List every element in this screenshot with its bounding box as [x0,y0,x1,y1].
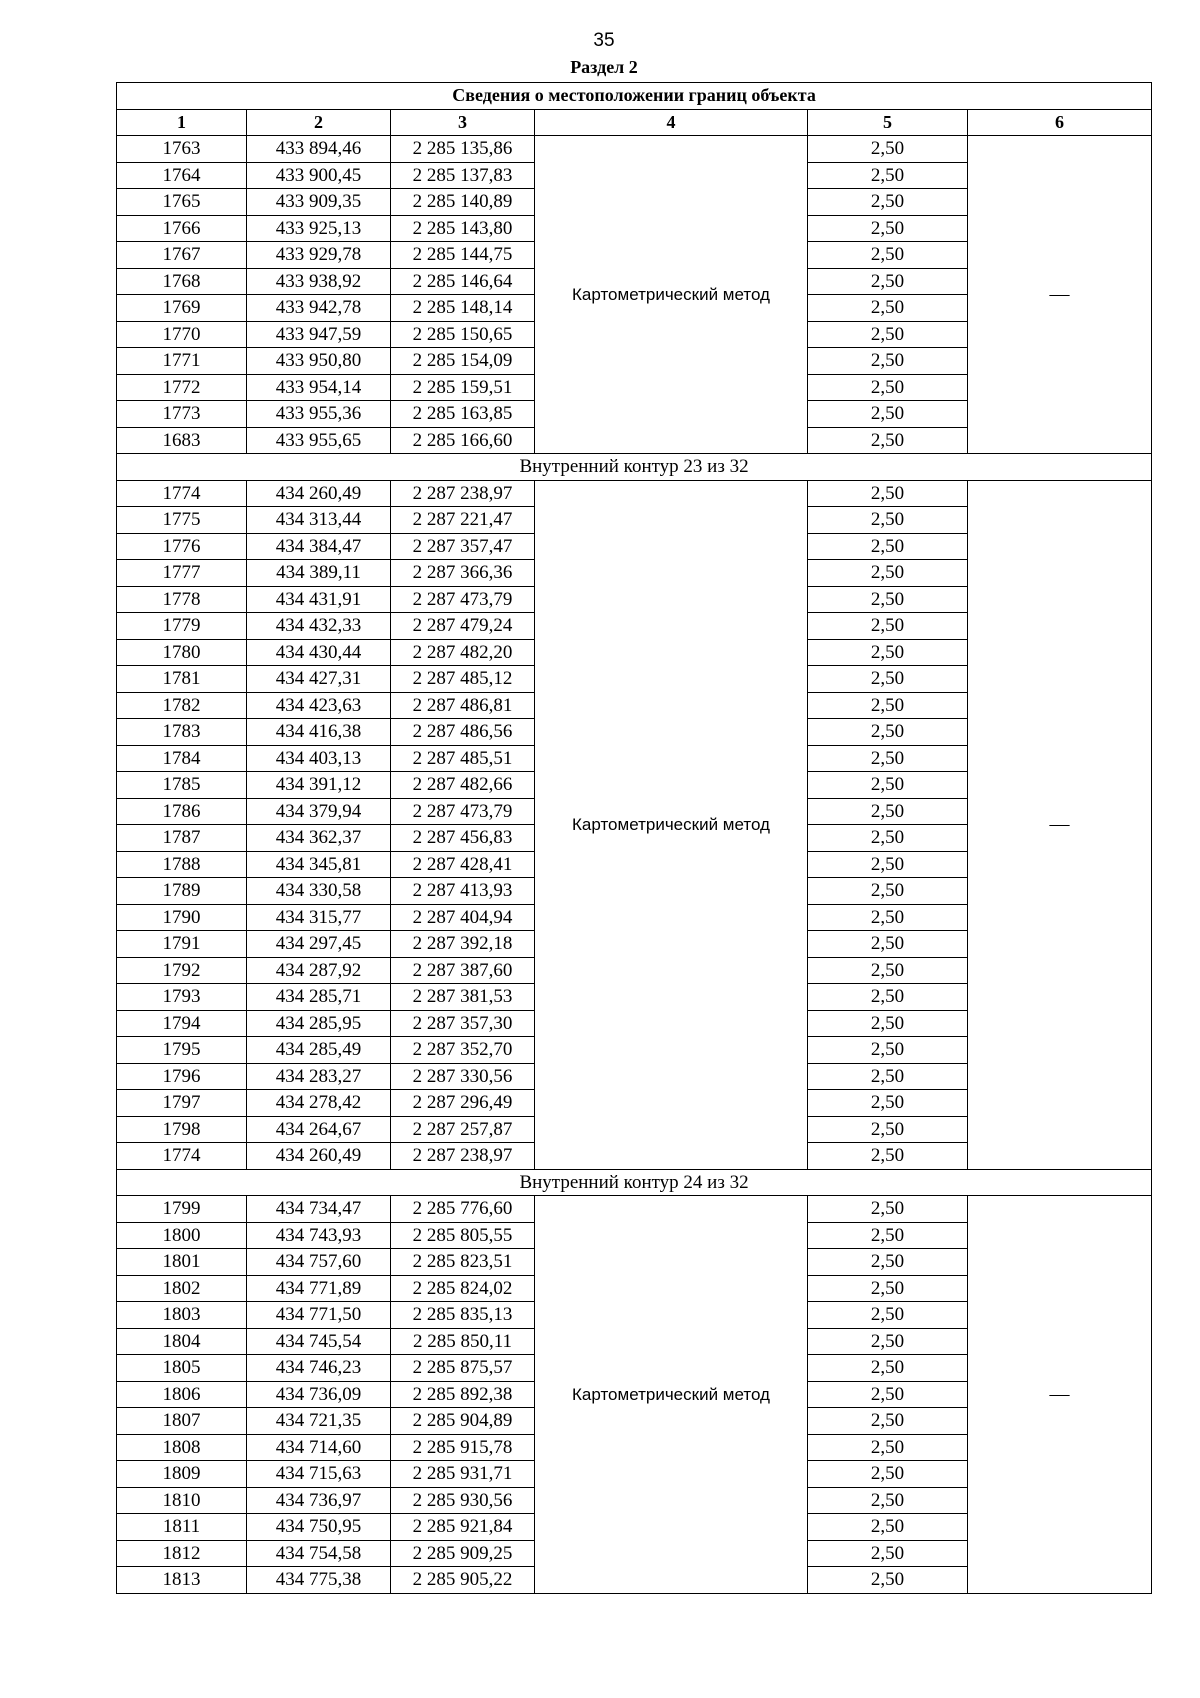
y-coordinate-cell: 2 287 479,24 [391,613,535,640]
point-number-cell: 1767 [117,242,247,269]
x-coordinate-cell: 434 278,42 [247,1090,391,1117]
accuracy-cell: 2,50 [808,348,968,375]
y-coordinate-cell: 2 285 148,14 [391,295,535,322]
x-coordinate-cell: 434 287,92 [247,957,391,984]
point-number-cell: 1764 [117,162,247,189]
method-cell: Картометрический метод [535,136,808,454]
y-coordinate-cell: 2 285 905,22 [391,1567,535,1594]
method-cell: Картометрический метод [535,480,808,1169]
point-number-cell: 1794 [117,1010,247,1037]
x-coordinate-cell: 434 715,63 [247,1461,391,1488]
column-header: 4 [535,109,808,136]
accuracy-cell: 2,50 [808,268,968,295]
column-header: 2 [247,109,391,136]
x-coordinate-cell: 434 297,45 [247,931,391,958]
x-coordinate-cell: 434 285,49 [247,1037,391,1064]
accuracy-cell: 2,50 [808,162,968,189]
point-number-cell: 1789 [117,878,247,905]
table-row [117,136,1152,163]
point-number-cell: 1805 [117,1355,247,1382]
y-coordinate-cell: 2 285 835,13 [391,1302,535,1329]
contour-header-row [117,454,1152,481]
accuracy-cell: 2,50 [808,904,968,931]
table-row [117,1196,1152,1223]
x-coordinate-cell: 434 775,38 [247,1567,391,1594]
point-number-cell: 1775 [117,507,247,534]
accuracy-cell: 2,50 [808,1222,968,1249]
y-coordinate-cell: 2 287 485,12 [391,666,535,693]
x-coordinate-cell: 434 757,60 [247,1249,391,1276]
point-number-cell: 1804 [117,1328,247,1355]
x-coordinate-cell: 434 771,50 [247,1302,391,1329]
point-number-cell: 1796 [117,1063,247,1090]
y-coordinate-cell: 2 287 413,93 [391,878,535,905]
accuracy-cell: 2,50 [808,745,968,772]
point-number-cell: 1800 [117,1222,247,1249]
x-coordinate-cell: 433 909,35 [247,189,391,216]
accuracy-cell: 2,50 [808,878,968,905]
contour-label: Внутренний контур 24 из 32 [117,1169,1152,1196]
y-coordinate-cell: 2 287 428,41 [391,851,535,878]
y-coordinate-cell: 2 287 381,53 [391,984,535,1011]
y-coordinate-cell: 2 285 154,09 [391,348,535,375]
accuracy-cell: 2,50 [808,1328,968,1355]
x-coordinate-cell: 433 929,78 [247,242,391,269]
x-coordinate-cell: 434 432,33 [247,613,391,640]
column-header: 3 [391,109,535,136]
y-coordinate-cell: 2 285 776,60 [391,1196,535,1223]
y-coordinate-cell: 2 285 144,75 [391,242,535,269]
accuracy-cell: 2,50 [808,772,968,799]
section-title: Раздел 2 [570,57,638,77]
x-coordinate-cell: 434 313,44 [247,507,391,534]
contour-header-row [117,1169,1152,1196]
point-number-cell: 1791 [117,931,247,958]
y-coordinate-cell: 2 285 146,64 [391,268,535,295]
point-number-cell: 1769 [117,295,247,322]
x-coordinate-cell: 434 285,71 [247,984,391,1011]
point-number-cell: 1790 [117,904,247,931]
y-coordinate-cell: 2 287 482,66 [391,772,535,799]
y-coordinate-cell: 2 287 221,47 [391,507,535,534]
point-number-cell: 1795 [117,1037,247,1064]
point-number-cell: 1802 [117,1275,247,1302]
x-coordinate-cell: 434 721,35 [247,1408,391,1435]
y-coordinate-cell: 2 287 366,36 [391,560,535,587]
point-number-cell: 1809 [117,1461,247,1488]
point-number-cell: 1793 [117,984,247,1011]
accuracy-cell: 2,50 [808,1355,968,1382]
accuracy-cell: 2,50 [808,321,968,348]
point-number-cell: 1782 [117,692,247,719]
column-header: 5 [808,109,968,136]
accuracy-cell: 2,50 [808,1487,968,1514]
accuracy-cell: 2,50 [808,401,968,428]
table-title: Сведения о местоположении границ объекта [117,83,1152,110]
accuracy-cell: 2,50 [808,1567,968,1594]
x-coordinate-cell: 434 260,49 [247,1143,391,1170]
y-coordinate-cell: 2 287 296,49 [391,1090,535,1117]
x-coordinate-cell: 434 771,89 [247,1275,391,1302]
point-number-cell: 1777 [117,560,247,587]
point-number-cell: 1808 [117,1434,247,1461]
x-coordinate-cell: 434 362,37 [247,825,391,852]
point-number-cell: 1813 [117,1567,247,1594]
x-coordinate-cell: 434 384,47 [247,533,391,560]
page-number: 35 [593,30,615,51]
point-number-cell: 1770 [117,321,247,348]
y-coordinate-cell: 2 287 392,18 [391,931,535,958]
accuracy-cell: 2,50 [808,242,968,269]
x-coordinate-cell: 434 736,97 [247,1487,391,1514]
point-number-cell: 1683 [117,427,247,454]
x-coordinate-cell: 434 264,67 [247,1116,391,1143]
point-number-cell: 1773 [117,401,247,428]
y-coordinate-cell: 2 287 238,97 [391,1143,535,1170]
x-coordinate-cell: 434 391,12 [247,772,391,799]
description-cell: — [968,480,1152,1169]
accuracy-cell: 2,50 [808,533,968,560]
column-header-row [117,109,1152,136]
x-coordinate-cell: 433 900,45 [247,162,391,189]
y-coordinate-cell: 2 285 166,60 [391,427,535,454]
x-coordinate-cell: 433 947,59 [247,321,391,348]
x-coordinate-cell: 434 431,91 [247,586,391,613]
x-coordinate-cell: 434 403,13 [247,745,391,772]
y-coordinate-cell: 2 285 930,56 [391,1487,535,1514]
point-number-cell: 1765 [117,189,247,216]
x-coordinate-cell: 434 430,44 [247,639,391,666]
x-coordinate-cell: 434 345,81 [247,851,391,878]
method-cell: Картометрический метод [535,1196,808,1594]
point-number-cell: 1799 [117,1196,247,1223]
point-number-cell: 1776 [117,533,247,560]
y-coordinate-cell: 2 287 482,20 [391,639,535,666]
accuracy-cell: 2,50 [808,1540,968,1567]
point-number-cell: 1792 [117,957,247,984]
description-cell: — [968,136,1152,454]
accuracy-cell: 2,50 [808,1063,968,1090]
accuracy-cell: 2,50 [808,931,968,958]
x-coordinate-cell: 434 427,31 [247,666,391,693]
point-number-cell: 1785 [117,772,247,799]
y-coordinate-cell: 2 285 921,84 [391,1514,535,1541]
point-number-cell: 1774 [117,480,247,507]
x-coordinate-cell: 434 754,58 [247,1540,391,1567]
accuracy-cell: 2,50 [808,851,968,878]
description-cell: — [968,1196,1152,1594]
accuracy-cell: 2,50 [808,666,968,693]
x-coordinate-cell: 433 938,92 [247,268,391,295]
point-number-cell: 1807 [117,1408,247,1435]
accuracy-cell: 2,50 [808,295,968,322]
accuracy-cell: 2,50 [808,1196,968,1223]
y-coordinate-cell: 2 287 387,60 [391,957,535,984]
x-coordinate-cell: 434 746,23 [247,1355,391,1382]
x-coordinate-cell: 433 894,46 [247,136,391,163]
x-coordinate-cell: 434 283,27 [247,1063,391,1090]
x-coordinate-cell: 434 714,60 [247,1434,391,1461]
y-coordinate-cell: 2 287 473,79 [391,586,535,613]
accuracy-cell: 2,50 [808,427,968,454]
point-number-cell: 1788 [117,851,247,878]
x-coordinate-cell: 434 379,94 [247,798,391,825]
point-number-cell: 1801 [117,1249,247,1276]
point-number-cell: 1810 [117,1487,247,1514]
y-coordinate-cell: 2 285 150,65 [391,321,535,348]
point-number-cell: 1772 [117,374,247,401]
contour-label: Внутренний контур 23 из 32 [117,454,1152,481]
accuracy-cell: 2,50 [808,1143,968,1170]
accuracy-cell: 2,50 [808,136,968,163]
accuracy-cell: 2,50 [808,825,968,852]
y-coordinate-cell: 2 287 330,56 [391,1063,535,1090]
y-coordinate-cell: 2 287 456,83 [391,825,535,852]
point-number-cell: 1774 [117,1143,247,1170]
y-coordinate-cell: 2 285 909,25 [391,1540,535,1567]
point-number-cell: 1797 [117,1090,247,1117]
y-coordinate-cell: 2 287 485,51 [391,745,535,772]
accuracy-cell: 2,50 [808,692,968,719]
point-number-cell: 1768 [117,268,247,295]
point-number-cell: 1784 [117,745,247,772]
y-coordinate-cell: 2 285 143,80 [391,215,535,242]
y-coordinate-cell: 2 285 892,38 [391,1381,535,1408]
point-number-cell: 1781 [117,666,247,693]
x-coordinate-cell: 434 285,95 [247,1010,391,1037]
point-number-cell: 1779 [117,613,247,640]
accuracy-cell: 2,50 [808,1275,968,1302]
point-number-cell: 1771 [117,348,247,375]
accuracy-cell: 2,50 [808,1434,968,1461]
y-coordinate-cell: 2 285 163,85 [391,401,535,428]
y-coordinate-cell: 2 287 357,47 [391,533,535,560]
accuracy-cell: 2,50 [808,189,968,216]
y-coordinate-cell: 2 287 473,79 [391,798,535,825]
y-coordinate-cell: 2 285 135,86 [391,136,535,163]
x-coordinate-cell: 434 315,77 [247,904,391,931]
point-number-cell: 1786 [117,798,247,825]
point-number-cell: 1787 [117,825,247,852]
y-coordinate-cell: 2 287 352,70 [391,1037,535,1064]
x-coordinate-cell: 433 925,13 [247,215,391,242]
y-coordinate-cell: 2 287 404,94 [391,904,535,931]
point-number-cell: 1803 [117,1302,247,1329]
accuracy-cell: 2,50 [808,984,968,1011]
y-coordinate-cell: 2 287 238,97 [391,480,535,507]
y-coordinate-cell: 2 285 931,71 [391,1461,535,1488]
accuracy-cell: 2,50 [808,719,968,746]
point-number-cell: 1812 [117,1540,247,1567]
accuracy-cell: 2,50 [808,560,968,587]
point-number-cell: 1783 [117,719,247,746]
x-coordinate-cell: 433 955,65 [247,427,391,454]
point-number-cell: 1778 [117,586,247,613]
column-header: 6 [968,109,1152,136]
accuracy-cell: 2,50 [808,613,968,640]
x-coordinate-cell: 434 389,11 [247,560,391,587]
table-row [117,480,1152,507]
y-coordinate-cell: 2 285 159,51 [391,374,535,401]
x-coordinate-cell: 434 260,49 [247,480,391,507]
y-coordinate-cell: 2 285 824,02 [391,1275,535,1302]
accuracy-cell: 2,50 [808,215,968,242]
x-coordinate-cell: 434 330,58 [247,878,391,905]
y-coordinate-cell: 2 285 140,89 [391,189,535,216]
y-coordinate-cell: 2 285 915,78 [391,1434,535,1461]
accuracy-cell: 2,50 [808,639,968,666]
y-coordinate-cell: 2 287 486,81 [391,692,535,719]
x-coordinate-cell: 434 745,54 [247,1328,391,1355]
point-number-cell: 1780 [117,639,247,666]
x-coordinate-cell: 434 734,47 [247,1196,391,1223]
accuracy-cell: 2,50 [808,1010,968,1037]
accuracy-cell: 2,50 [808,1249,968,1276]
y-coordinate-cell: 2 287 486,56 [391,719,535,746]
point-number-cell: 1806 [117,1381,247,1408]
accuracy-cell: 2,50 [808,798,968,825]
x-coordinate-cell: 434 743,93 [247,1222,391,1249]
x-coordinate-cell: 434 416,38 [247,719,391,746]
accuracy-cell: 2,50 [808,374,968,401]
point-number-cell: 1763 [117,136,247,163]
x-coordinate-cell: 434 750,95 [247,1514,391,1541]
y-coordinate-cell: 2 285 904,89 [391,1408,535,1435]
x-coordinate-cell: 433 950,80 [247,348,391,375]
accuracy-cell: 2,50 [808,1116,968,1143]
y-coordinate-cell: 2 287 357,30 [391,1010,535,1037]
x-coordinate-cell: 433 954,14 [247,374,391,401]
x-coordinate-cell: 434 423,63 [247,692,391,719]
column-header: 1 [117,109,247,136]
accuracy-cell: 2,50 [808,1381,968,1408]
y-coordinate-cell: 2 285 137,83 [391,162,535,189]
accuracy-cell: 2,50 [808,1461,968,1488]
y-coordinate-cell: 2 285 805,55 [391,1222,535,1249]
point-number-cell: 1811 [117,1514,247,1541]
accuracy-cell: 2,50 [808,1514,968,1541]
x-coordinate-cell: 433 942,78 [247,295,391,322]
accuracy-cell: 2,50 [808,1302,968,1329]
x-coordinate-cell: 433 955,36 [247,401,391,428]
y-coordinate-cell: 2 285 823,51 [391,1249,535,1276]
accuracy-cell: 2,50 [808,957,968,984]
accuracy-cell: 2,50 [808,1090,968,1117]
accuracy-cell: 2,50 [808,586,968,613]
y-coordinate-cell: 2 287 257,87 [391,1116,535,1143]
accuracy-cell: 2,50 [808,507,968,534]
y-coordinate-cell: 2 285 875,57 [391,1355,535,1382]
accuracy-cell: 2,50 [808,480,968,507]
point-number-cell: 1766 [117,215,247,242]
x-coordinate-cell: 434 736,09 [247,1381,391,1408]
point-number-cell: 1798 [117,1116,247,1143]
accuracy-cell: 2,50 [808,1037,968,1064]
accuracy-cell: 2,50 [808,1408,968,1435]
y-coordinate-cell: 2 285 850,11 [391,1328,535,1355]
boundary-table [116,82,1152,1594]
